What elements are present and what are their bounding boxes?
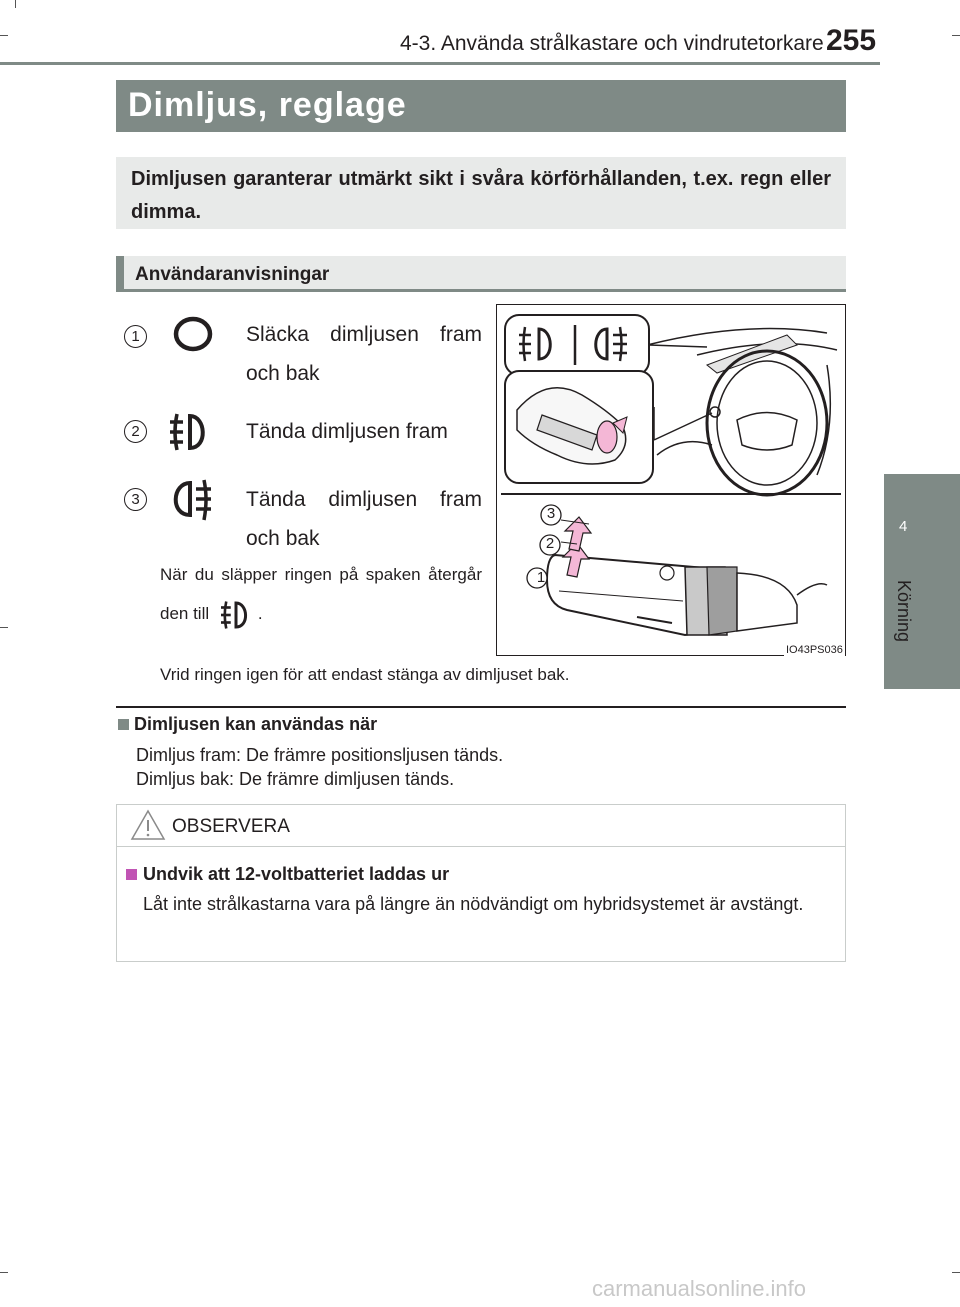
warning-body: Låt inte strålkastarna vara på längre än nödvändigt om hybridsystemet är avstängt. [143,894,804,914]
intro-text: Dimljusen garanterar utmärkt sikt i svåra körförhållanden, t.ex. regn eller dimma. [131,168,831,223]
item-text-2: Tända dimljusen fram [246,420,448,443]
crop-mark [15,0,16,8]
subsection-accent [116,256,124,292]
crop-mark [952,1272,960,1273]
release-note [160,555,482,633]
usage-note-line-1: Dimljus fram: De främre positionsljusen tänds. [136,745,504,765]
warning-triangle-icon [130,809,166,841]
item-text-1: Släcka dimljusen fram och bak [246,323,482,385]
bullet-square [126,869,137,880]
section-header: 4-3. Använda strålkastare och vindrutetorkare [400,32,824,55]
crop-mark [0,627,8,628]
item-number-3: 3 [124,488,147,511]
front-fog-light-icon [214,597,258,633]
warning-box-separator [116,846,846,847]
bullet-square [118,719,129,730]
figure-callout-3: 3 [546,505,556,522]
crop-mark [952,35,960,36]
release-note-end: . [257,604,263,623]
figure-callout-2: 2 [545,535,555,552]
crop-mark [0,1272,8,1273]
chapter-label: Körning [894,580,914,643]
item-number-2: 2 [124,420,147,443]
figure-callout-1: 1 [536,569,546,586]
watermark: carmanualsonline.info [592,1276,807,1301]
fog-light-switch-illustration [497,305,845,655]
page-number: 255 [826,24,877,57]
rotate-note: Vrid ringen igen för att endast stänga av dimljuset bak. [160,665,570,684]
release-note-text: När du släpper ringen på spaken återgår den till [160,565,482,623]
page-title: Dimljus, reglage [128,86,407,124]
warning-title: OBSERVERA [172,816,290,837]
header-rule [0,62,880,65]
section-divider [116,706,846,708]
front-and-rear-fog-light-icon [166,474,216,524]
subsection-title: Användaranvisningar [135,264,330,285]
chapter-number: 4 [899,518,908,535]
front-fog-light-icon [166,408,214,456]
item-text-3: Tända dimljusen fram och bak [246,488,482,550]
figure-id-label: IO43PS036 [786,644,843,656]
usage-note-line-2: Dimljus bak: De främre dimljusen tänds. [136,769,455,789]
warning-heading: Undvik att 12-voltbatteriet laddas ur [143,864,450,884]
crop-mark [0,35,8,36]
item-number-1: 1 [124,325,147,348]
fog-lights-off-icon [172,313,214,355]
usage-note-heading: Dimljusen kan användas när [134,714,378,734]
